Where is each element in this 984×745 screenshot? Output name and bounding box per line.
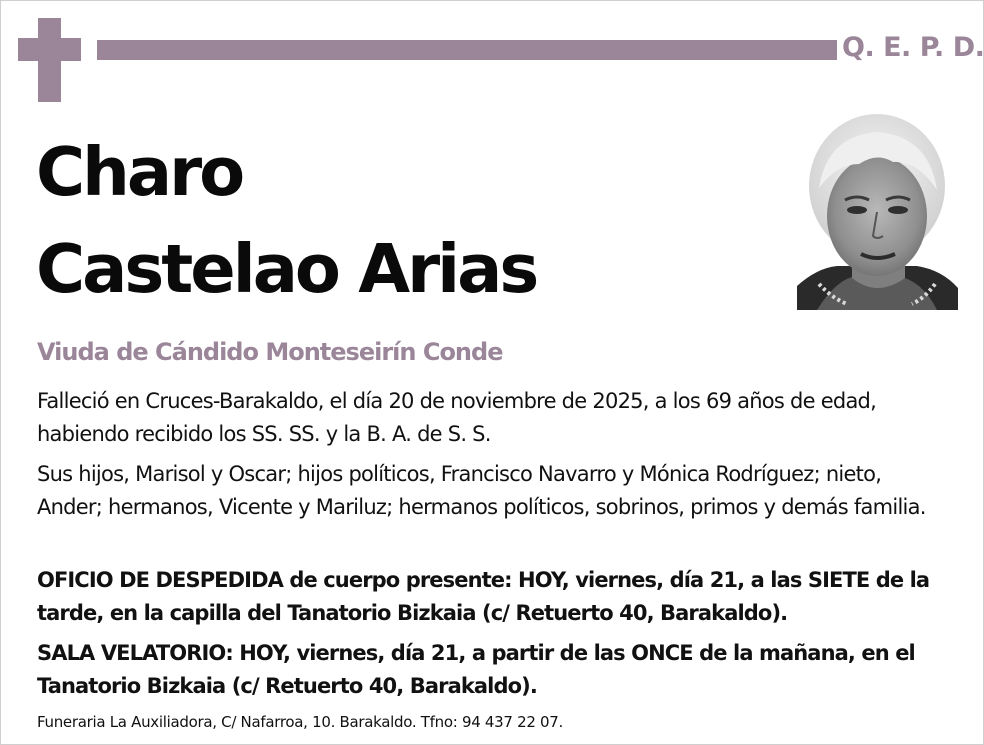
funeral-home-footer: Funeraria La Auxiliadora, C/ Nafarroa, 10. Barakaldo. Tfno: 94 437 22 07. <box>37 713 564 731</box>
portrait-image <box>797 108 958 310</box>
deceased-surname: Castelao Arias <box>36 230 537 308</box>
cross-horizontal-bar <box>18 38 81 61</box>
widow-subtitle: Viuda de Cándido Monteseirín Conde <box>37 338 503 366</box>
portrait-photo <box>797 108 958 310</box>
wake-room-paragraph: SALA VELATORIO: HOY, viernes, día 21, a partir de las ONCE de la mañana, en el Tanatorio Bizkaia (c/ Retuerto 40, Barakaldo). <box>37 641 915 698</box>
family-paragraph: Sus hijos, Marisol y Oscar; hijos políticos, Francisco Navarro y Mónica Rodríguez; nieto, Ander; hermanos, Vicente y Mariluz; hermanos políticos, sobrinos, primos y demás familia. <box>37 462 926 519</box>
qepd-label: Q. E. P. D. <box>842 32 984 63</box>
deceased-first-name: Charo <box>36 133 243 211</box>
header-rule <box>97 40 837 60</box>
farewell-service-paragraph: OFICIO DE DESPEDIDA de cuerpo presente: HOY, viernes, día 21, a las SIETE de la tarde, en la capilla del Tanatorio Bizkaia (c/ Retuerto 40, Barakaldo). <box>37 568 930 625</box>
death-notice-paragraph: Falleció en Cruces-Barakaldo, el día 20 de noviembre de 2025, a los 69 años de edad, habiendo recibido los SS. SS. y la B. A. de S. S. <box>37 389 877 446</box>
